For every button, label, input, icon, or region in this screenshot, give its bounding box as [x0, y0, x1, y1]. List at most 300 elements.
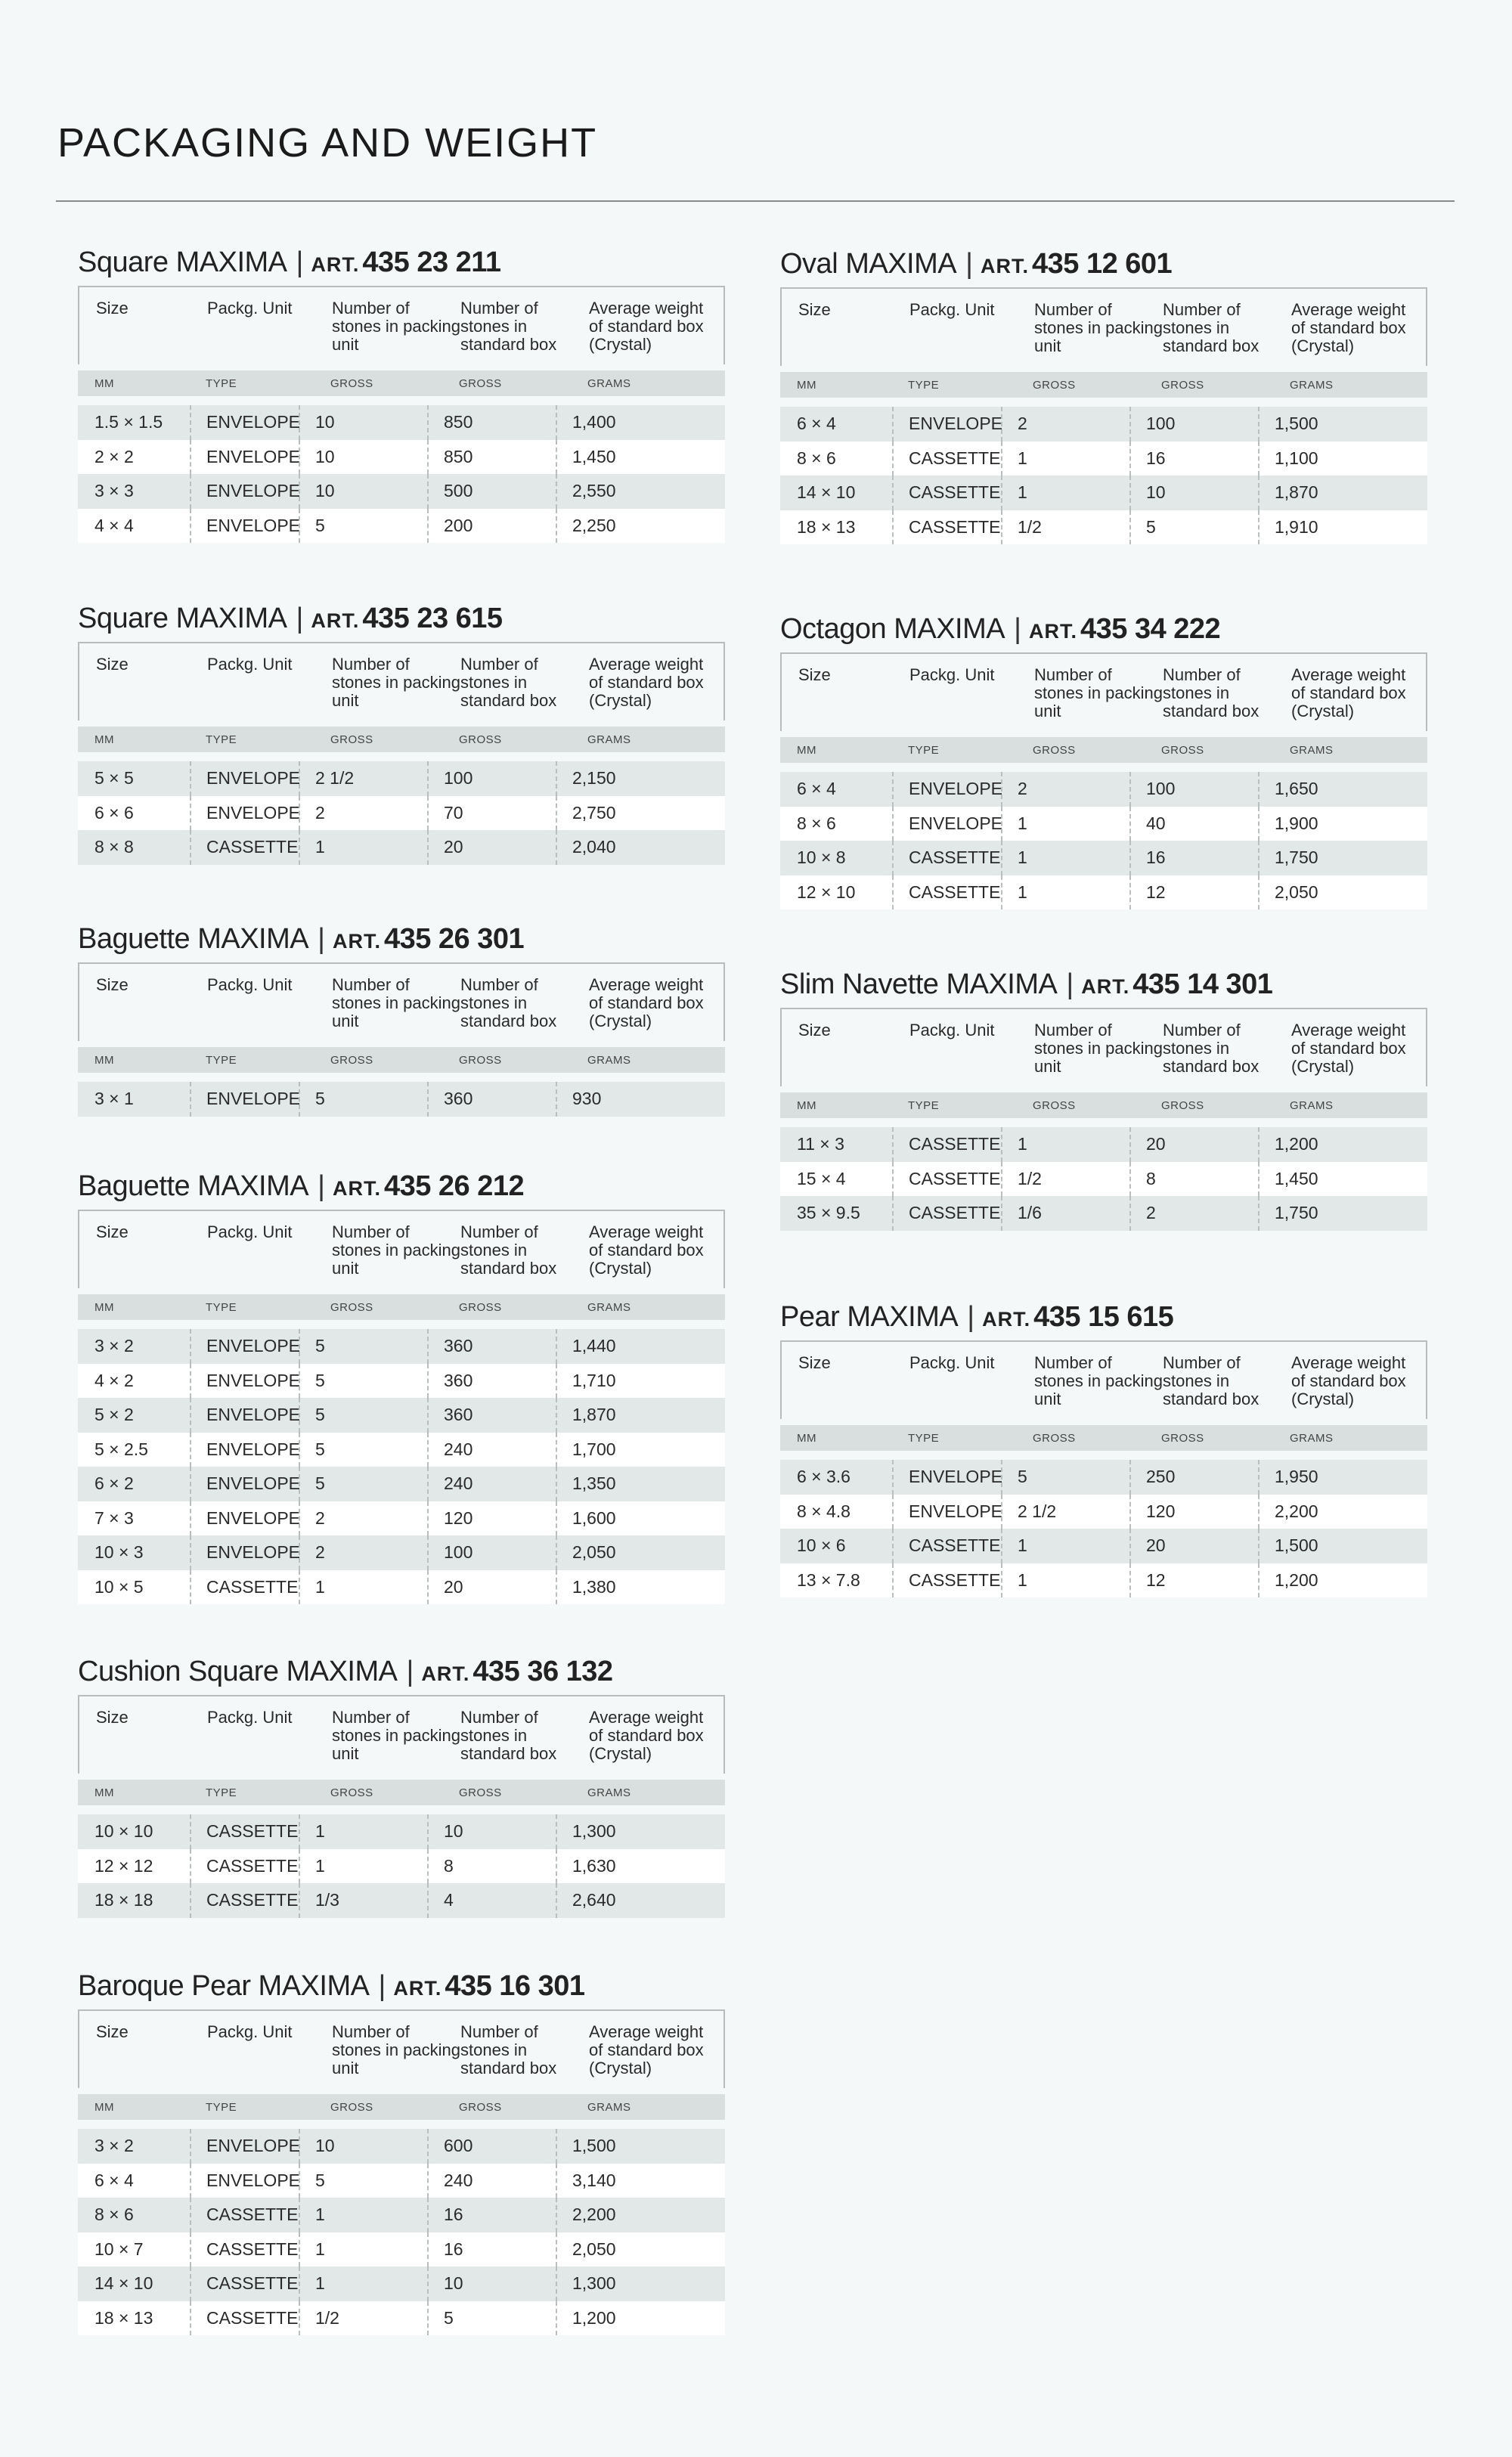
cell-packg: ENVELOPE — [190, 509, 300, 544]
cell-avg-weight: 1,440 — [556, 1329, 616, 1364]
header-stones-box: Number of stones in standard box — [460, 2022, 557, 2077]
cell-avg-weight: 1,100 — [1258, 442, 1318, 476]
header-packg: Packg. Unit — [909, 1353, 995, 1372]
title-separator: | — [1066, 968, 1074, 1000]
cell-stones-unit: 2 — [299, 1535, 325, 1570]
cell-stones-box: 5 — [1129, 510, 1156, 545]
cell-packg: CASSETTE — [190, 830, 298, 865]
table-row — [780, 841, 1427, 875]
product-name: Baguette MAXIMA — [78, 923, 309, 955]
table-header — [780, 1340, 1427, 1419]
cell-size: 5 × 5 — [94, 768, 134, 788]
units-row — [780, 1425, 1427, 1451]
header-avg-weight: Average weight of standard box (Crystal) — [589, 1708, 704, 1763]
cell-packg: CASSETTE — [892, 1127, 1000, 1162]
cell-stones-unit: 5 — [1001, 1460, 1027, 1495]
cell-stones-box: 16 — [1129, 841, 1166, 875]
unit-packg: TYPE — [908, 1432, 940, 1445]
cell-avg-weight: 1,710 — [556, 1364, 616, 1399]
table-header — [780, 287, 1427, 366]
unit-stones-unit: GROSS — [330, 377, 373, 390]
unit-avg-weight: GRAMS — [587, 1301, 631, 1314]
unit-stones-box: GROSS — [459, 1054, 502, 1067]
table-title — [780, 607, 1427, 651]
header-stones-box: Number of stones in standard box — [1163, 1353, 1259, 1408]
header-size: Size — [96, 1222, 129, 1241]
unit-avg-weight: GRAMS — [1290, 379, 1334, 392]
unit-stones-box: GROSS — [1161, 1432, 1204, 1445]
unit-stones-unit: GROSS — [330, 2101, 373, 2114]
art-label: ART. — [311, 253, 360, 276]
art-label: ART. — [421, 1662, 470, 1685]
title-separator: | — [1014, 613, 1021, 645]
header-stones-unit: Number of stones in packing unit — [1034, 300, 1163, 355]
cell-packg: CASSETTE — [892, 875, 1000, 910]
cell-packg: CASSETTE — [190, 1883, 298, 1918]
cell-size: 3 × 2 — [94, 2136, 134, 2155]
cell-avg-weight: 2,200 — [1258, 1495, 1318, 1529]
cell-packg: ENVELOPE — [190, 1329, 300, 1364]
cell-stones-unit: 1/3 — [299, 1883, 339, 1918]
header-stones-box: Number of stones in standard box — [1163, 1021, 1259, 1076]
cell-avg-weight: 1,200 — [556, 2301, 616, 2336]
cell-stones-unit: 5 — [299, 1398, 325, 1433]
art-label: ART. — [1029, 620, 1077, 643]
cell-avg-weight: 1,500 — [1258, 407, 1318, 442]
title-separator: | — [378, 1970, 386, 2002]
cell-stones-unit: 1 — [1001, 1529, 1027, 1563]
unit-size: MM — [94, 1301, 114, 1314]
header-avg-weight: Average weight of standard box (Crystal) — [1291, 1353, 1406, 1408]
cell-avg-weight: 2,640 — [556, 1883, 616, 1918]
cell-stones-box: 40 — [1129, 807, 1166, 841]
cell-stones-box: 360 — [427, 1329, 472, 1364]
header-stones-unit: Number of stones in packing unit — [332, 655, 460, 710]
product-name: Square MAXIMA — [78, 246, 287, 278]
cell-size: 8 × 8 — [94, 837, 134, 857]
header-packg: Packg. Unit — [909, 665, 995, 684]
cell-size: 35 × 9.5 — [797, 1203, 860, 1222]
product-table — [780, 607, 1427, 909]
cell-size: 10 × 8 — [797, 847, 846, 867]
table-row — [78, 1535, 725, 1570]
header-size: Size — [96, 2022, 129, 2041]
header-size: Size — [96, 655, 129, 674]
table-row — [78, 2164, 725, 2198]
product-name: Square MAXIMA — [78, 603, 287, 634]
table-row — [78, 2301, 725, 2336]
unit-size: MM — [94, 1054, 114, 1067]
table-row — [78, 1570, 725, 1605]
table-header — [780, 652, 1427, 731]
cell-avg-weight: 2,150 — [556, 761, 616, 796]
cell-packg: CASSETTE — [892, 841, 1000, 875]
article-number: 435 23 615 — [362, 603, 503, 634]
cell-packg: CASSETTE — [892, 1529, 1000, 1563]
table-title — [780, 242, 1427, 286]
cell-packg: ENVELOPE — [190, 1501, 300, 1536]
cell-packg: CASSETTE — [190, 2198, 298, 2232]
unit-packg: TYPE — [206, 377, 237, 390]
header-stones-unit: Number of stones in packing unit — [332, 299, 460, 354]
table-header — [780, 1008, 1427, 1086]
cell-avg-weight: 1,870 — [556, 1398, 616, 1433]
unit-packg: TYPE — [206, 733, 237, 746]
header-stones-box: Number of stones in standard box — [1163, 300, 1259, 355]
cell-size: 10 × 6 — [797, 1535, 846, 1555]
cell-stones-unit: 10 — [299, 440, 335, 475]
cell-size: 18 × 13 — [797, 516, 856, 537]
cell-packg: CASSETTE — [190, 2232, 298, 2267]
cell-stones-box: 100 — [1129, 407, 1175, 442]
units-row — [78, 1047, 725, 1073]
cell-avg-weight: 2,750 — [556, 796, 616, 831]
table-title — [780, 1295, 1427, 1339]
unit-stones-unit: GROSS — [1033, 1099, 1076, 1112]
header-packg: Packg. Unit — [207, 1222, 293, 1241]
unit-size: MM — [94, 733, 114, 746]
cell-packg: CASSETTE — [190, 1849, 298, 1884]
cell-size: 18 × 13 — [94, 2307, 153, 2328]
table-row — [780, 1460, 1427, 1495]
cell-avg-weight: 2,200 — [556, 2198, 616, 2232]
unit-avg-weight: GRAMS — [587, 377, 631, 390]
cell-packg: ENVELOPE — [190, 2164, 300, 2198]
table-row — [78, 509, 725, 544]
product-name: Baroque Pear MAXIMA — [78, 1970, 370, 2002]
cell-stones-box: 500 — [427, 474, 472, 509]
cell-packg: CASSETTE — [892, 442, 1000, 476]
title-divider — [56, 200, 1455, 202]
cell-avg-weight: 1,870 — [1258, 476, 1318, 510]
cell-stones-unit: 5 — [299, 1433, 325, 1467]
units-row — [780, 1092, 1427, 1118]
cell-stones-box: 360 — [427, 1082, 472, 1117]
units-row — [78, 2094, 725, 2120]
table-row — [78, 2129, 725, 2164]
table-row — [780, 772, 1427, 807]
cell-avg-weight: 1,750 — [1258, 1196, 1318, 1231]
article-number: 435 14 301 — [1132, 968, 1273, 1000]
cell-size: 3 × 3 — [94, 481, 134, 500]
cell-stones-unit: 5 — [299, 1329, 325, 1364]
art-label: ART. — [393, 1977, 442, 2000]
cell-stones-unit: 1 — [1001, 1127, 1027, 1162]
cell-size: 8 × 6 — [94, 2204, 134, 2224]
cell-stones-unit: 2 — [1001, 407, 1027, 442]
unit-packg: TYPE — [206, 1786, 237, 1799]
unit-stones-unit: GROSS — [330, 733, 373, 746]
cell-stones-box: 10 — [427, 1814, 463, 1849]
cell-stones-box: 120 — [1129, 1495, 1175, 1529]
art-label: ART. — [980, 255, 1029, 277]
cell-size: 10 × 10 — [94, 1821, 153, 1841]
cell-packg: ENVELOPE — [190, 1398, 300, 1433]
table-row — [780, 807, 1427, 841]
unit-size: MM — [94, 377, 114, 390]
art-label: ART. — [332, 1177, 381, 1200]
cell-packg: ENVELOPE — [892, 407, 1002, 442]
table-row — [780, 1563, 1427, 1598]
cell-avg-weight: 1,450 — [556, 440, 616, 475]
header-stones-unit: Number of stones in packing unit — [332, 975, 460, 1030]
header-avg-weight: Average weight of standard box (Crystal) — [1291, 665, 1406, 720]
cell-packg: ENVELOPE — [892, 1495, 1002, 1529]
cell-stones-box: 5 — [427, 2301, 454, 2336]
product-table — [78, 240, 725, 543]
unit-packg: TYPE — [908, 744, 940, 757]
header-size: Size — [798, 665, 831, 684]
cell-stones-box: 250 — [1129, 1460, 1175, 1495]
cell-packg: CASSETTE — [190, 1814, 298, 1849]
unit-avg-weight: GRAMS — [587, 1054, 631, 1067]
cell-avg-weight: 1,500 — [1258, 1529, 1318, 1563]
header-avg-weight: Average weight of standard box (Crystal) — [1291, 300, 1406, 355]
table-row — [78, 1849, 725, 1884]
cell-size: 12 × 10 — [797, 881, 856, 902]
cell-size: 7 × 3 — [94, 1507, 134, 1528]
cell-avg-weight: 1,910 — [1258, 510, 1318, 545]
table-row — [78, 440, 725, 475]
cell-packg: ENVELOPE — [892, 807, 1002, 841]
cell-avg-weight: 1,950 — [1258, 1460, 1318, 1495]
cell-stones-unit: 1/2 — [1001, 1162, 1042, 1197]
cell-stones-unit: 1/2 — [299, 2301, 339, 2336]
cell-size: 3 × 2 — [94, 1336, 134, 1356]
cell-avg-weight: 1,200 — [1258, 1563, 1318, 1598]
cell-stones-box: 20 — [1129, 1127, 1166, 1162]
cell-avg-weight: 2,550 — [556, 474, 616, 509]
unit-avg-weight: GRAMS — [1290, 1432, 1334, 1445]
article-number: 435 26 301 — [383, 923, 525, 955]
units-row — [78, 1780, 725, 1805]
article-number: 435 16 301 — [445, 1970, 585, 2002]
cell-size: 4 × 2 — [94, 1370, 134, 1390]
cell-stones-box: 20 — [1129, 1529, 1166, 1563]
product-name: Slim Navette MAXIMA — [780, 968, 1058, 1000]
cell-stones-unit: 2 — [1001, 772, 1027, 807]
cell-stones-unit: 2 — [299, 1501, 325, 1536]
table-header — [78, 2009, 725, 2088]
table-title — [78, 1164, 725, 1208]
unit-stones-unit: GROSS — [1033, 379, 1076, 392]
table-row — [780, 875, 1427, 910]
table-title — [780, 962, 1427, 1006]
cell-stones-unit: 2 1/2 — [1001, 1495, 1056, 1529]
cell-packg: CASSETTE — [892, 1563, 1000, 1598]
table-header — [78, 642, 725, 720]
cell-size: 6 × 4 — [797, 779, 836, 798]
cell-stones-box: 200 — [427, 509, 472, 544]
cell-avg-weight: 1,700 — [556, 1433, 616, 1467]
table-row — [78, 1467, 725, 1501]
table-row — [78, 1364, 725, 1399]
header-size: Size — [798, 300, 831, 319]
cell-stones-box: 360 — [427, 1398, 472, 1433]
cell-size: 3 × 1 — [94, 1089, 134, 1108]
title-separator: | — [296, 246, 304, 278]
header-stones-unit: Number of stones in packing unit — [332, 1222, 460, 1278]
cell-packg: ENVELOPE — [190, 796, 300, 831]
cell-packg: ENVELOPE — [190, 1364, 300, 1399]
cell-avg-weight: 2,050 — [556, 2232, 616, 2267]
unit-stones-box: GROSS — [459, 377, 502, 390]
table-row — [780, 1495, 1427, 1529]
cell-stones-unit: 1/2 — [1001, 510, 1042, 545]
cell-size: 2 × 2 — [94, 446, 134, 466]
cell-packg: ENVELOPE — [892, 772, 1002, 807]
cell-size: 5 × 2 — [94, 1405, 134, 1424]
cell-size: 8 × 4.8 — [797, 1501, 850, 1521]
cell-stones-box: 120 — [427, 1501, 472, 1536]
cell-stones-unit: 1 — [299, 1570, 325, 1605]
cell-stones-unit: 1 — [1001, 442, 1027, 476]
cell-packg: CASSETTE — [892, 510, 1000, 545]
article-number: 435 34 222 — [1080, 613, 1221, 645]
cell-size: 8 × 6 — [797, 813, 836, 833]
cell-packg: CASSETTE — [190, 2266, 298, 2301]
unit-size: MM — [94, 1786, 114, 1799]
unit-avg-weight: GRAMS — [587, 1786, 631, 1799]
cell-avg-weight: 1,650 — [1258, 772, 1318, 807]
cell-avg-weight: 2,050 — [556, 1535, 616, 1570]
title-separator: | — [318, 923, 325, 955]
product-table — [78, 1964, 725, 2335]
cell-stones-unit: 5 — [299, 1364, 325, 1399]
cell-stones-unit: 1 — [1001, 841, 1027, 875]
cell-packg: CASSETTE — [892, 1162, 1000, 1197]
cell-stones-box: 16 — [427, 2198, 463, 2232]
cell-stones-unit: 5 — [299, 1467, 325, 1501]
cell-avg-weight: 930 — [556, 1082, 601, 1117]
art-label: ART. — [1081, 975, 1130, 998]
cell-stones-unit: 1 — [1001, 1563, 1027, 1598]
table-row — [78, 474, 725, 509]
header-size: Size — [96, 1708, 129, 1727]
cell-size: 10 × 7 — [94, 2239, 144, 2259]
title-separator: | — [318, 1170, 325, 1202]
article-number: 435 23 211 — [362, 246, 501, 278]
unit-stones-box: GROSS — [459, 1786, 502, 1799]
table-title — [78, 240, 725, 284]
units-row — [78, 1294, 725, 1320]
cell-stones-box: 8 — [1129, 1162, 1156, 1197]
cell-stones-unit: 1 — [1001, 807, 1027, 841]
article-number: 435 12 601 — [1031, 248, 1173, 280]
table-row — [78, 1329, 725, 1364]
cell-stones-unit: 5 — [299, 2164, 325, 2198]
table-row — [78, 1501, 725, 1536]
header-avg-weight: Average weight of standard box (Crystal) — [589, 1222, 704, 1278]
cell-stones-unit: 10 — [299, 405, 335, 440]
unit-avg-weight: GRAMS — [587, 733, 631, 746]
header-stones-unit: Number of stones in packing unit — [332, 2022, 460, 2077]
cell-stones-box: 100 — [427, 761, 472, 796]
cell-size: 6 × 4 — [94, 2170, 134, 2190]
table-row — [78, 1883, 725, 1918]
article-number: 435 26 212 — [383, 1170, 525, 1202]
cell-avg-weight: 1,200 — [1258, 1127, 1318, 1162]
page-title: PACKAGING AND WEIGHT — [57, 120, 598, 166]
art-label: ART. — [311, 609, 360, 632]
units-row — [780, 737, 1427, 763]
cell-stones-unit: 10 — [299, 2129, 335, 2164]
unit-packg: TYPE — [206, 1301, 237, 1314]
header-avg-weight: Average weight of standard box (Crystal) — [589, 655, 704, 710]
table-header — [78, 1695, 725, 1774]
product-name: Oval MAXIMA — [780, 248, 957, 280]
cell-avg-weight: 1,600 — [556, 1501, 616, 1536]
unit-stones-box: GROSS — [1161, 379, 1204, 392]
unit-size: MM — [797, 1432, 816, 1445]
table-row — [78, 1082, 725, 1117]
cell-stones-box: 600 — [427, 2129, 472, 2164]
cell-size: 4 × 4 — [94, 515, 134, 535]
header-packg: Packg. Unit — [909, 1021, 995, 1040]
cell-size: 5 × 2.5 — [94, 1439, 148, 1459]
cell-stones-unit: 2 1/2 — [299, 761, 354, 796]
art-label: ART. — [982, 1308, 1031, 1331]
cell-avg-weight: 1,630 — [556, 1849, 616, 1884]
table-row — [78, 830, 725, 865]
cell-stones-box: 240 — [427, 1467, 472, 1501]
cell-avg-weight: 1,450 — [1258, 1162, 1318, 1197]
table-row — [780, 1127, 1427, 1162]
cell-stones-unit: 1 — [299, 2198, 325, 2232]
header-stones-box: Number of stones in standard box — [460, 1708, 557, 1763]
header-size: Size — [96, 975, 129, 994]
table-row — [78, 1398, 725, 1433]
article-number: 435 36 132 — [472, 1656, 613, 1687]
cell-size: 10 × 5 — [94, 1576, 144, 1597]
header-stones-unit: Number of stones in packing unit — [1034, 1353, 1163, 1408]
unit-packg: TYPE — [908, 1099, 940, 1112]
cell-size: 11 × 3 — [797, 1134, 844, 1154]
cell-size: 6 × 4 — [797, 414, 836, 433]
table-title — [78, 917, 725, 961]
unit-stones-box: GROSS — [459, 1301, 502, 1314]
unit-stones-unit: GROSS — [330, 1301, 373, 1314]
table-header — [78, 962, 725, 1041]
cell-avg-weight: 1,380 — [556, 1570, 616, 1605]
cell-stones-unit: 1 — [299, 1814, 325, 1849]
cell-packg: ENVELOPE — [892, 1460, 1002, 1495]
unit-stones-box: GROSS — [459, 733, 502, 746]
cell-stones-box: 850 — [427, 440, 472, 475]
header-stones-unit: Number of stones in packing unit — [1034, 665, 1163, 720]
title-separator: | — [967, 1301, 975, 1333]
table-row — [78, 1433, 725, 1467]
table-row — [78, 2266, 725, 2301]
cell-packg: ENVELOPE — [190, 1535, 300, 1570]
cell-avg-weight: 2,250 — [556, 509, 616, 544]
cell-packg: ENVELOPE — [190, 405, 300, 440]
unit-stones-unit: GROSS — [1033, 1432, 1076, 1445]
cell-size: 1.5 × 1.5 — [94, 412, 163, 432]
units-row — [780, 372, 1427, 398]
cell-avg-weight: 1,400 — [556, 405, 616, 440]
header-size: Size — [798, 1021, 831, 1040]
unit-stones-unit: GROSS — [1033, 744, 1076, 757]
table-row — [780, 476, 1427, 510]
cell-stones-unit: 2 — [299, 796, 325, 831]
cell-packg: CASSETTE — [892, 1196, 1000, 1231]
cell-packg: ENVELOPE — [190, 1433, 300, 1467]
cell-size: 6 × 2 — [94, 1473, 134, 1493]
cell-size: 14 × 10 — [797, 482, 856, 502]
cell-packg: ENVELOPE — [190, 1467, 300, 1501]
unit-stones-unit: GROSS — [330, 1786, 373, 1799]
